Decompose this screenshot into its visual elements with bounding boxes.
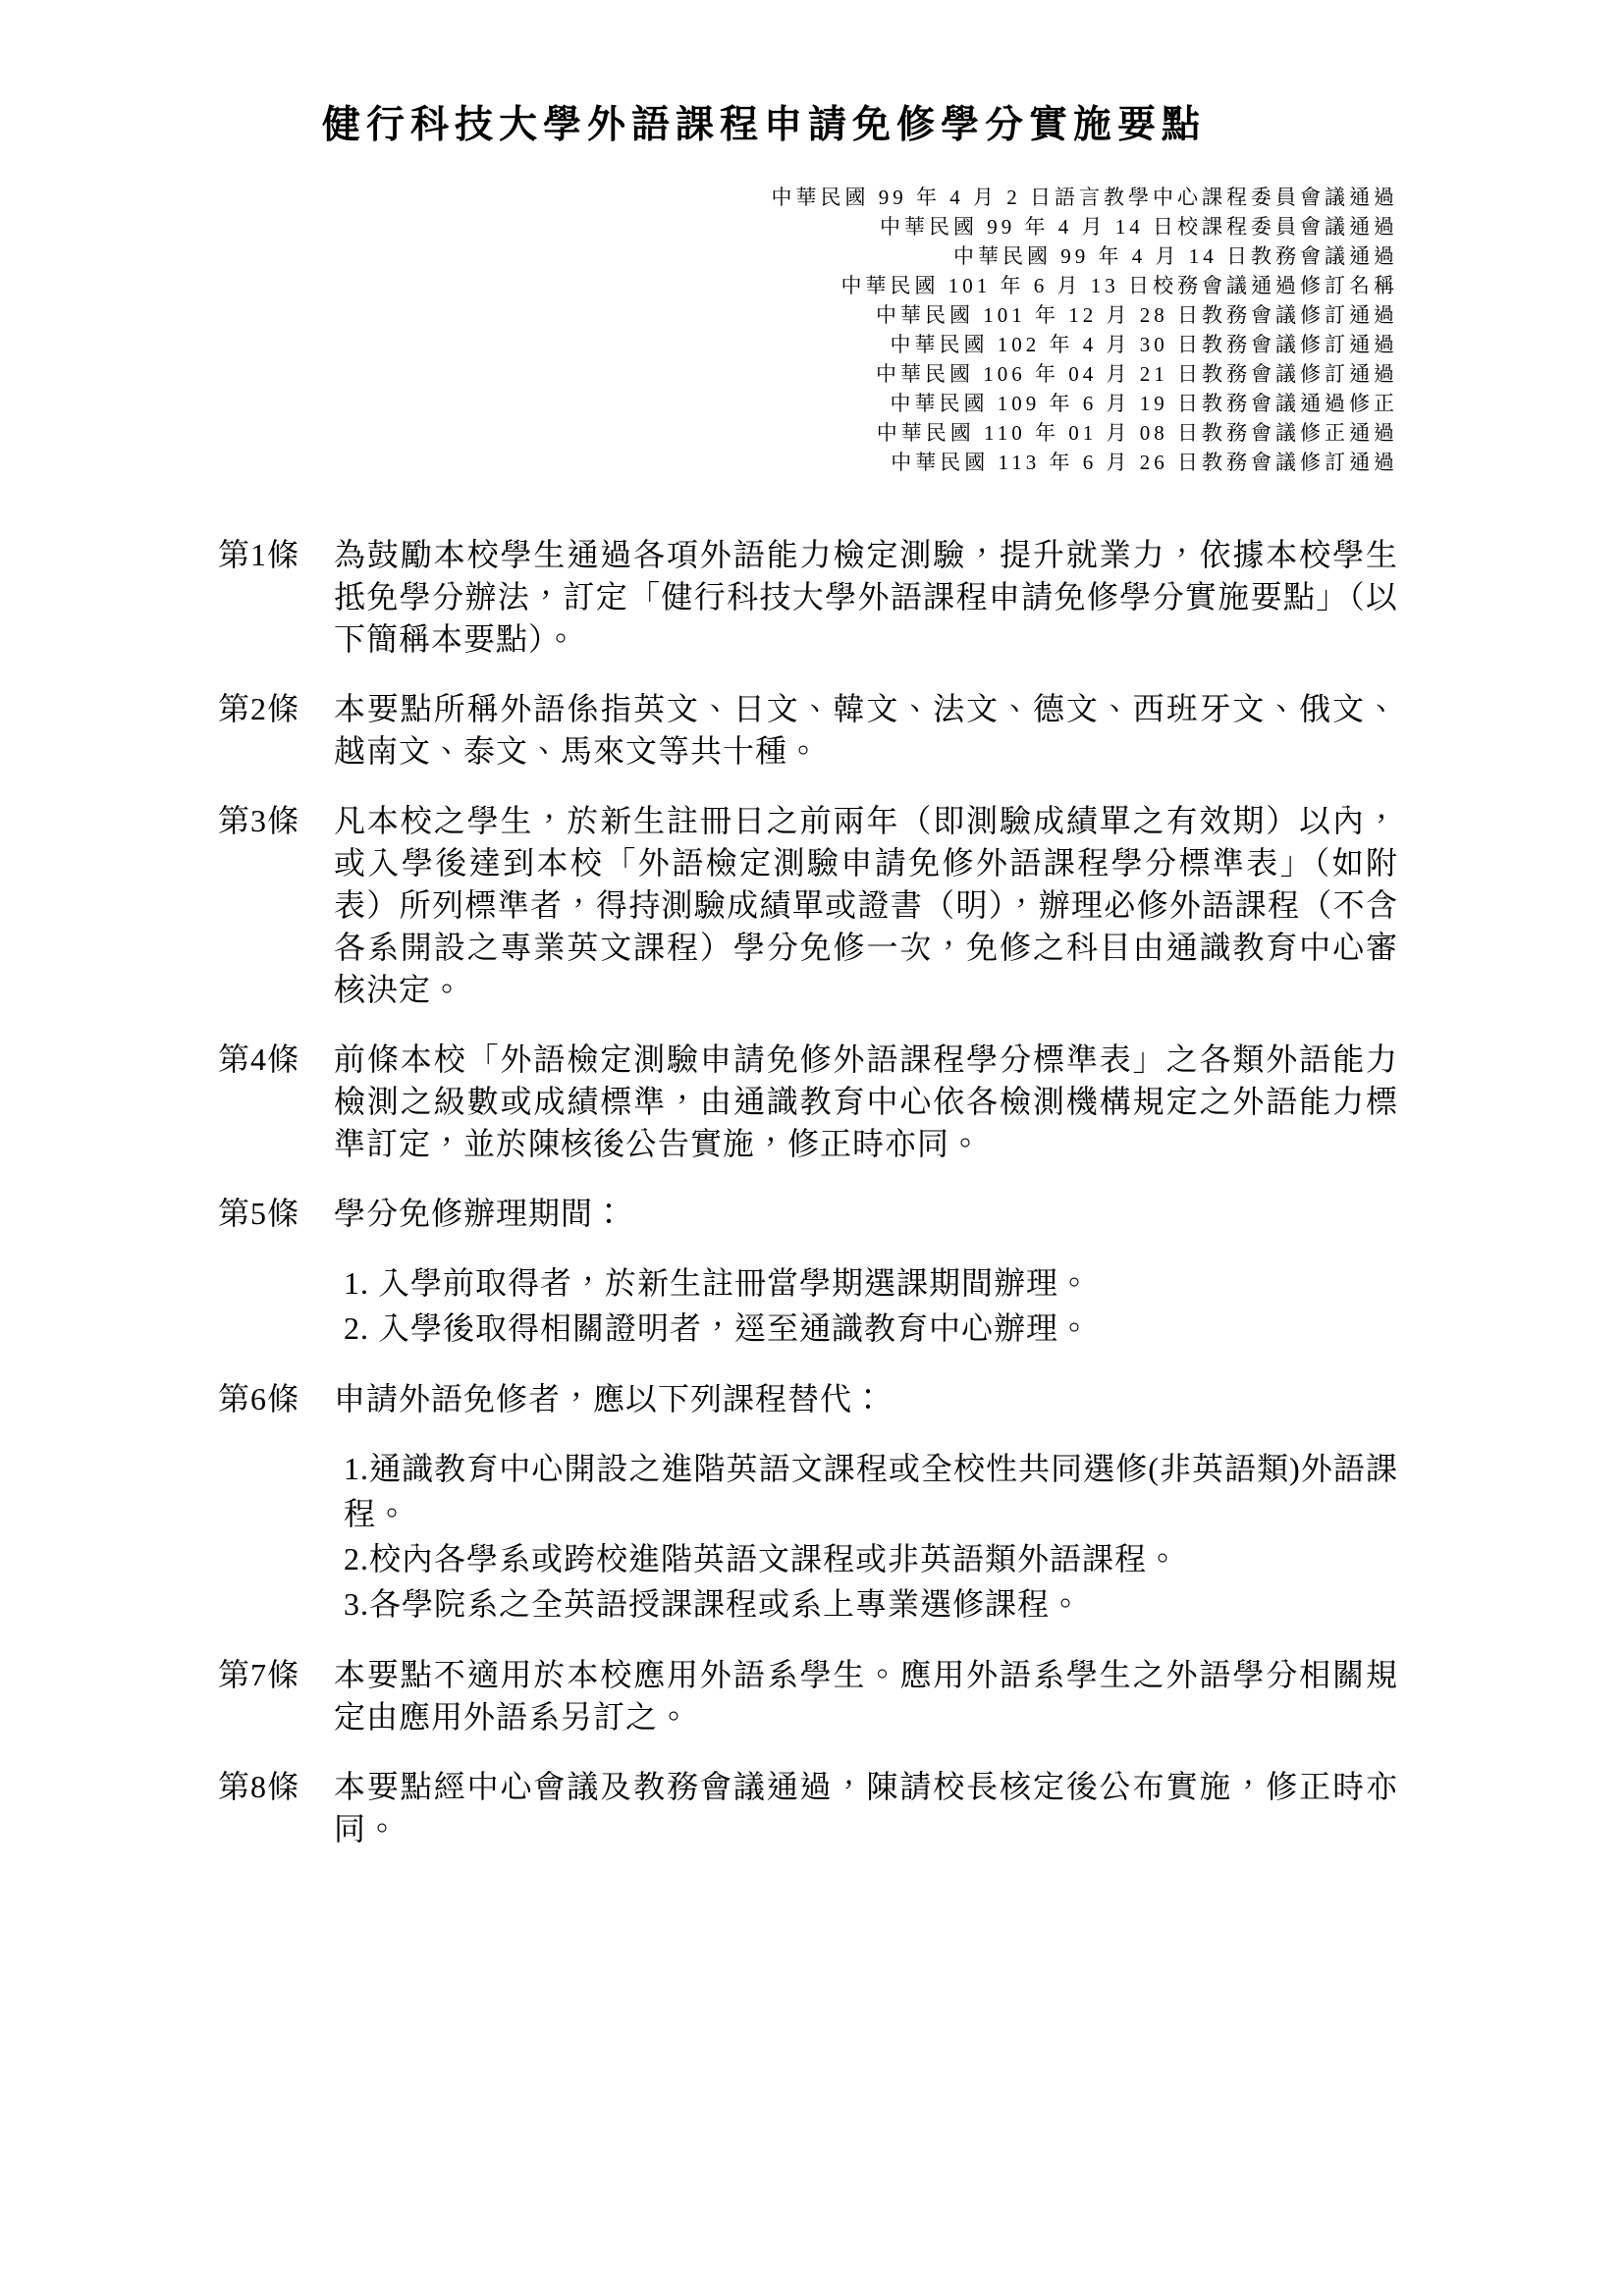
article-6-body bbox=[334, 1378, 1398, 1627]
revision-line-2: 中華民國 99 年 4 月 14 日校課程委員會議通過 bbox=[880, 215, 1398, 239]
revision-history bbox=[218, 183, 1398, 477]
article-6-items bbox=[334, 1446, 1398, 1627]
article-7-text: 本要點不適用於本校應用外語系學生。應用外語系學生之外語學分相關規定由應用外語系另訂之。 bbox=[334, 1657, 1398, 1735]
article-2 bbox=[218, 688, 1398, 773]
revision-line-6: 中華民國 102 年 4 月 30 日教務會議修訂通過 bbox=[890, 333, 1398, 356]
article-5-body bbox=[334, 1193, 1398, 1351]
document-title: 健行科技大學外語課程申請免修學分實施要點 bbox=[321, 104, 1206, 146]
revision-line-8: 中華民國 109 年 6 月 19 日教務會議通過修正 bbox=[890, 392, 1398, 415]
article-6-label: 第6條 bbox=[218, 1381, 300, 1416]
article-4-text: 前條本校「外語檢定測驗申請免修外語課程學分標準表」之各類外語能力檢測之級數或成績標準，由通識教育中心依各檢測機構規定之外語能力標準訂定，並於陳核後公告實施，修正時亦同。 bbox=[334, 1041, 1398, 1161]
article-3-text: 凡本校之學生，於新生註冊日之前兩年（即測驗成績單之有效期）以內，或入學後達到本校「外語檢定測驗申請免修外語課程學分標準表」（如附表）所列標準者，得持測驗成績單或證書（明），辦理必修外語課程（不含各系開設之專業英文課程）學分免修一次，免修之科目由通識教育中心審核決定。 bbox=[334, 803, 1398, 1007]
revision-line-7: 中華民國 106 年 04 月 21 日教務會議修訂通過 bbox=[876, 362, 1398, 386]
article-2-text: 本要點所稱外語係指英文、日文、韓文、法文、德文、西班牙文、俄文、越南文、泰文、馬來文等共十種。 bbox=[334, 691, 1398, 769]
article-8 bbox=[218, 1766, 1398, 1850]
articles-section bbox=[218, 534, 1398, 1850]
article-2-label: 第2條 bbox=[218, 691, 300, 726]
article-6-item-3: 3.各學院系之全英語授課課程或系上專業選修課程。 bbox=[344, 1586, 1083, 1622]
article-5 bbox=[218, 1193, 1398, 1351]
article-7-label: 第7條 bbox=[218, 1657, 300, 1692]
revision-line-10: 中華民國 113 年 6 月 26 日教務會議修訂通過 bbox=[891, 451, 1398, 474]
article-6-item-1: 1.通識教育中心開設之進階英語文課程或全校性共同選修(非英語類)外語課程。 bbox=[344, 1451, 1398, 1531]
article-8-text: 本要點經中心會議及教務會議通過，陳請校長核定後公布實施，修正時亦同。 bbox=[334, 1769, 1398, 1846]
article-6 bbox=[218, 1378, 1398, 1627]
article-3-label: 第3條 bbox=[218, 803, 300, 838]
revision-line-1: 中華民國 99 年 4 月 2 日語言教學中心課程委員會議通過 bbox=[771, 186, 1398, 209]
article-3 bbox=[218, 800, 1398, 1011]
article-1-label: 第1條 bbox=[218, 537, 300, 572]
article-8-label: 第8條 bbox=[218, 1769, 300, 1804]
revision-line-5: 中華民國 101 年 12 月 28 日教務會議修訂通過 bbox=[876, 303, 1398, 327]
article-4 bbox=[218, 1039, 1398, 1165]
article-1-text: 為鼓勵本校學生通過各項外語能力檢定測驗，提升就業力，依據本校學生抵免學分辦法，訂定「健行科技大學外語課程申請免修學分實施要點」（以下簡稱本要點）。 bbox=[334, 537, 1398, 657]
article-1 bbox=[218, 534, 1398, 661]
article-5-items bbox=[334, 1260, 1398, 1351]
article-5-label: 第5條 bbox=[218, 1196, 300, 1231]
article-6-intro: 申請外語免修者，應以下列課程替代： bbox=[334, 1381, 886, 1416]
article-5-item-1: 1. 入學前取得者，於新生註冊當學期選課期間辦理。 bbox=[344, 1265, 1092, 1301]
revision-line-4: 中華民國 101 年 6 月 13 日校務會議通過修訂名稱 bbox=[840, 274, 1398, 297]
article-5-item-2: 2. 入學後取得相關證明者，逕至通識教育中心辦理。 bbox=[344, 1310, 1092, 1346]
article-5-intro: 學分免修辦理期間： bbox=[334, 1196, 626, 1231]
article-4-label: 第4條 bbox=[218, 1041, 300, 1077]
revision-line-3: 中華民國 99 年 4 月 14 日教務會議通過 bbox=[953, 244, 1398, 268]
article-7 bbox=[218, 1654, 1398, 1738]
revision-line-9: 中華民國 110 年 01 月 08 日教務會議修正通過 bbox=[876, 421, 1398, 445]
article-6-item-2: 2.校內各學系或跨校進階英語文課程或非英語類外語課程。 bbox=[344, 1541, 1180, 1576]
